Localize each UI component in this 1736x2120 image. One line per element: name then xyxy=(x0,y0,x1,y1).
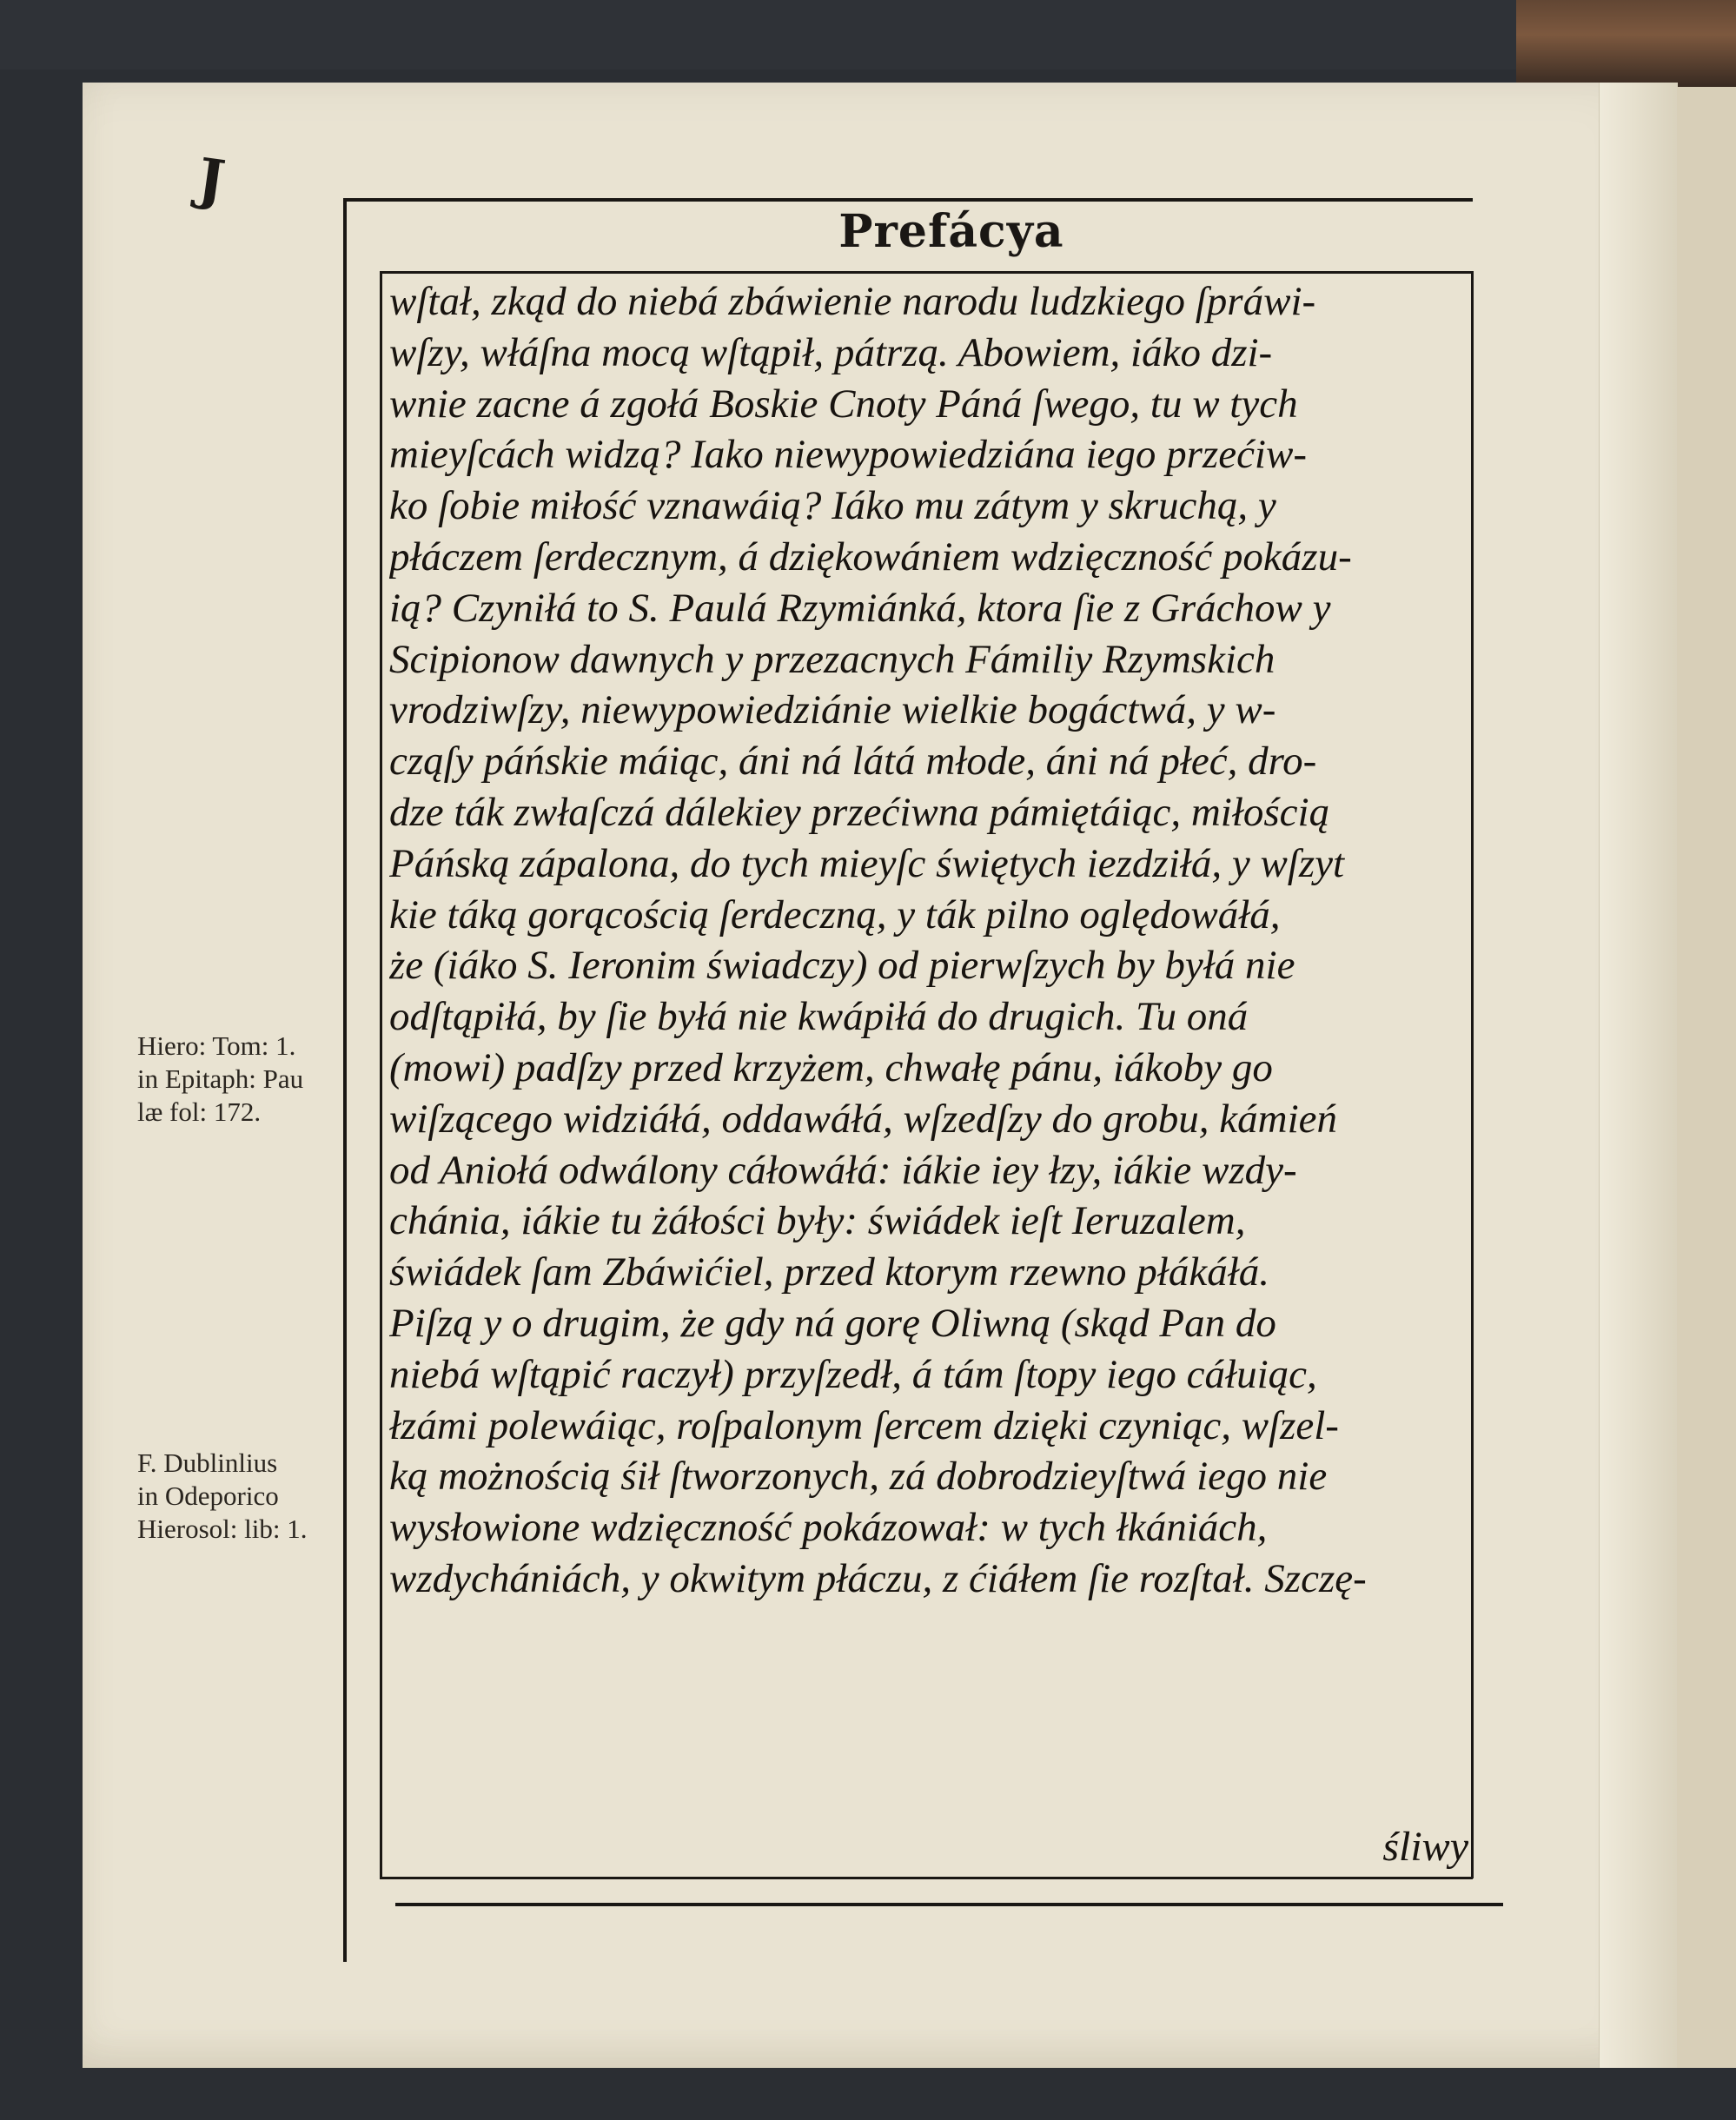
marginal-note-line: in Odeporico xyxy=(137,1481,279,1511)
text-line: wzdychániách, y okwitym płáczu, z ćiáłem ſie rozſtał. Szczę- xyxy=(389,1555,1367,1601)
book-spine xyxy=(1516,0,1736,87)
text-line: niebá wſtąpić raczył) przyſzedł, á tám ſtopy iego cáłuiąc, xyxy=(389,1351,1317,1397)
header-rule xyxy=(380,271,1473,274)
text-line: ią? Czyniłá to S. Paulá Rzymiánká, ktora ſie z Gráchow y xyxy=(389,585,1331,631)
text-line: kie táką gorącością ſerdeczną, y ták pilno oględowáłá, xyxy=(389,891,1281,937)
footer-rule xyxy=(395,1903,1503,1906)
frame-inner-left-rule xyxy=(380,271,382,1878)
text-line: ką możnością śił ſtworzonych, zá dobrodzieyſtwá iego nie xyxy=(389,1454,1328,1500)
text-line: odſtąpiłá, by ſie byłá nie kwápiłá do drugich. Tu oná xyxy=(389,994,1249,1040)
marginal-note-line: in Epitaph: Pau xyxy=(137,1063,304,1094)
text-line: wnie zacne á zgołá Boskie Cnoty Páná ſwego, tu w tych xyxy=(389,381,1298,427)
text-line: wysłowione wdzięczność pokázował: w tych łkániách, xyxy=(389,1505,1268,1551)
page-gutter xyxy=(1599,83,1678,2068)
text-line: wſtał, zkąd do niebá zbáwienie narodu ludzkiego ſpráwi- xyxy=(389,279,1316,324)
text-line: świádek ſam Zbáwićiel, przed ktorym rzewno płákáłá. xyxy=(389,1249,1270,1295)
text-line: płáczem ſerdecznym, á dziękowániem wdzięczność pokázu- xyxy=(389,533,1352,580)
text-line: mieyſcách widzą? Iako niewypowiedziána iego przećiw- xyxy=(389,432,1307,478)
marginal-note-line: Hiero: Tom: 1. xyxy=(137,1030,296,1061)
marginal-note xyxy=(137,1030,354,1129)
text-line: od Aniołá odwálony cáłowáłá: iákie iey łzy, iákie wzdy- xyxy=(389,1147,1297,1193)
text-line: (mowi) padſzy przed krzyżem, chwałę pánu, iákoby go xyxy=(389,1044,1273,1090)
marginal-note-line: F. Dublinlius xyxy=(137,1448,278,1478)
text-line: łzámi polewáiąc, roſpalonym ſercem dzięki czyniąc, wſzel- xyxy=(389,1402,1339,1448)
text-bottom-rule xyxy=(380,1877,1473,1879)
text-line: cząſy páńskie máiąc, áni ná látá młode, áni ná płeć, dro- xyxy=(389,739,1317,785)
body-text xyxy=(389,276,1471,1605)
frame-top-rule xyxy=(343,198,1473,202)
text-line: dze ták zwłaſczá dálekiey przećiwna pámiętáiąc, miłością xyxy=(389,789,1330,835)
text-line: wiſzącego widziáłá, oddawáłá, wſzedſzy do grobu, kámień xyxy=(389,1096,1337,1142)
text-line: ko ſobie miłość vznawáią? Iáko mu zátym y skruchą, y xyxy=(389,483,1276,529)
marginal-note-line: Hierosol: lib: 1. xyxy=(137,1514,308,1544)
marginal-note xyxy=(137,1447,354,1546)
catchword: śliwy xyxy=(1382,1824,1468,1870)
text-line: vrodziwſzy, niewypowiedziánie wielkie bogáctwá, y w- xyxy=(389,687,1276,733)
text-line: chánia, iákie tu żáłości były: świádek ieſt Ieruzalem, xyxy=(389,1198,1246,1244)
text-line: Piſzą y o drugim, że gdy ná gorę Oliwną (skąd Pan do xyxy=(389,1300,1276,1346)
text-line: Scipionow dawnych y przezacnych Fámiliy Rzymskich xyxy=(389,636,1275,682)
marginal-note-line: læ fol: 172. xyxy=(137,1096,262,1127)
text-line: wſzy, włáſna mocą wſtąpił, pátrzą. Abowiem, iáko dzi- xyxy=(389,329,1273,375)
scan-background-top xyxy=(0,0,1736,70)
scan-background-bottom xyxy=(0,2068,1736,2120)
text-line: że (iáko S. Ieronim świadczy) od pierwſzych by byłá nie xyxy=(389,943,1295,989)
running-head: Prefácya xyxy=(838,205,1064,258)
folio-mark: J xyxy=(193,146,229,215)
text-line: Páńską zápalona, do tych mieyſc świętych iezdziłá, y wſzyt xyxy=(389,840,1345,886)
facing-page-edge xyxy=(1677,87,1736,2068)
frame-right-rule xyxy=(1471,271,1474,1878)
